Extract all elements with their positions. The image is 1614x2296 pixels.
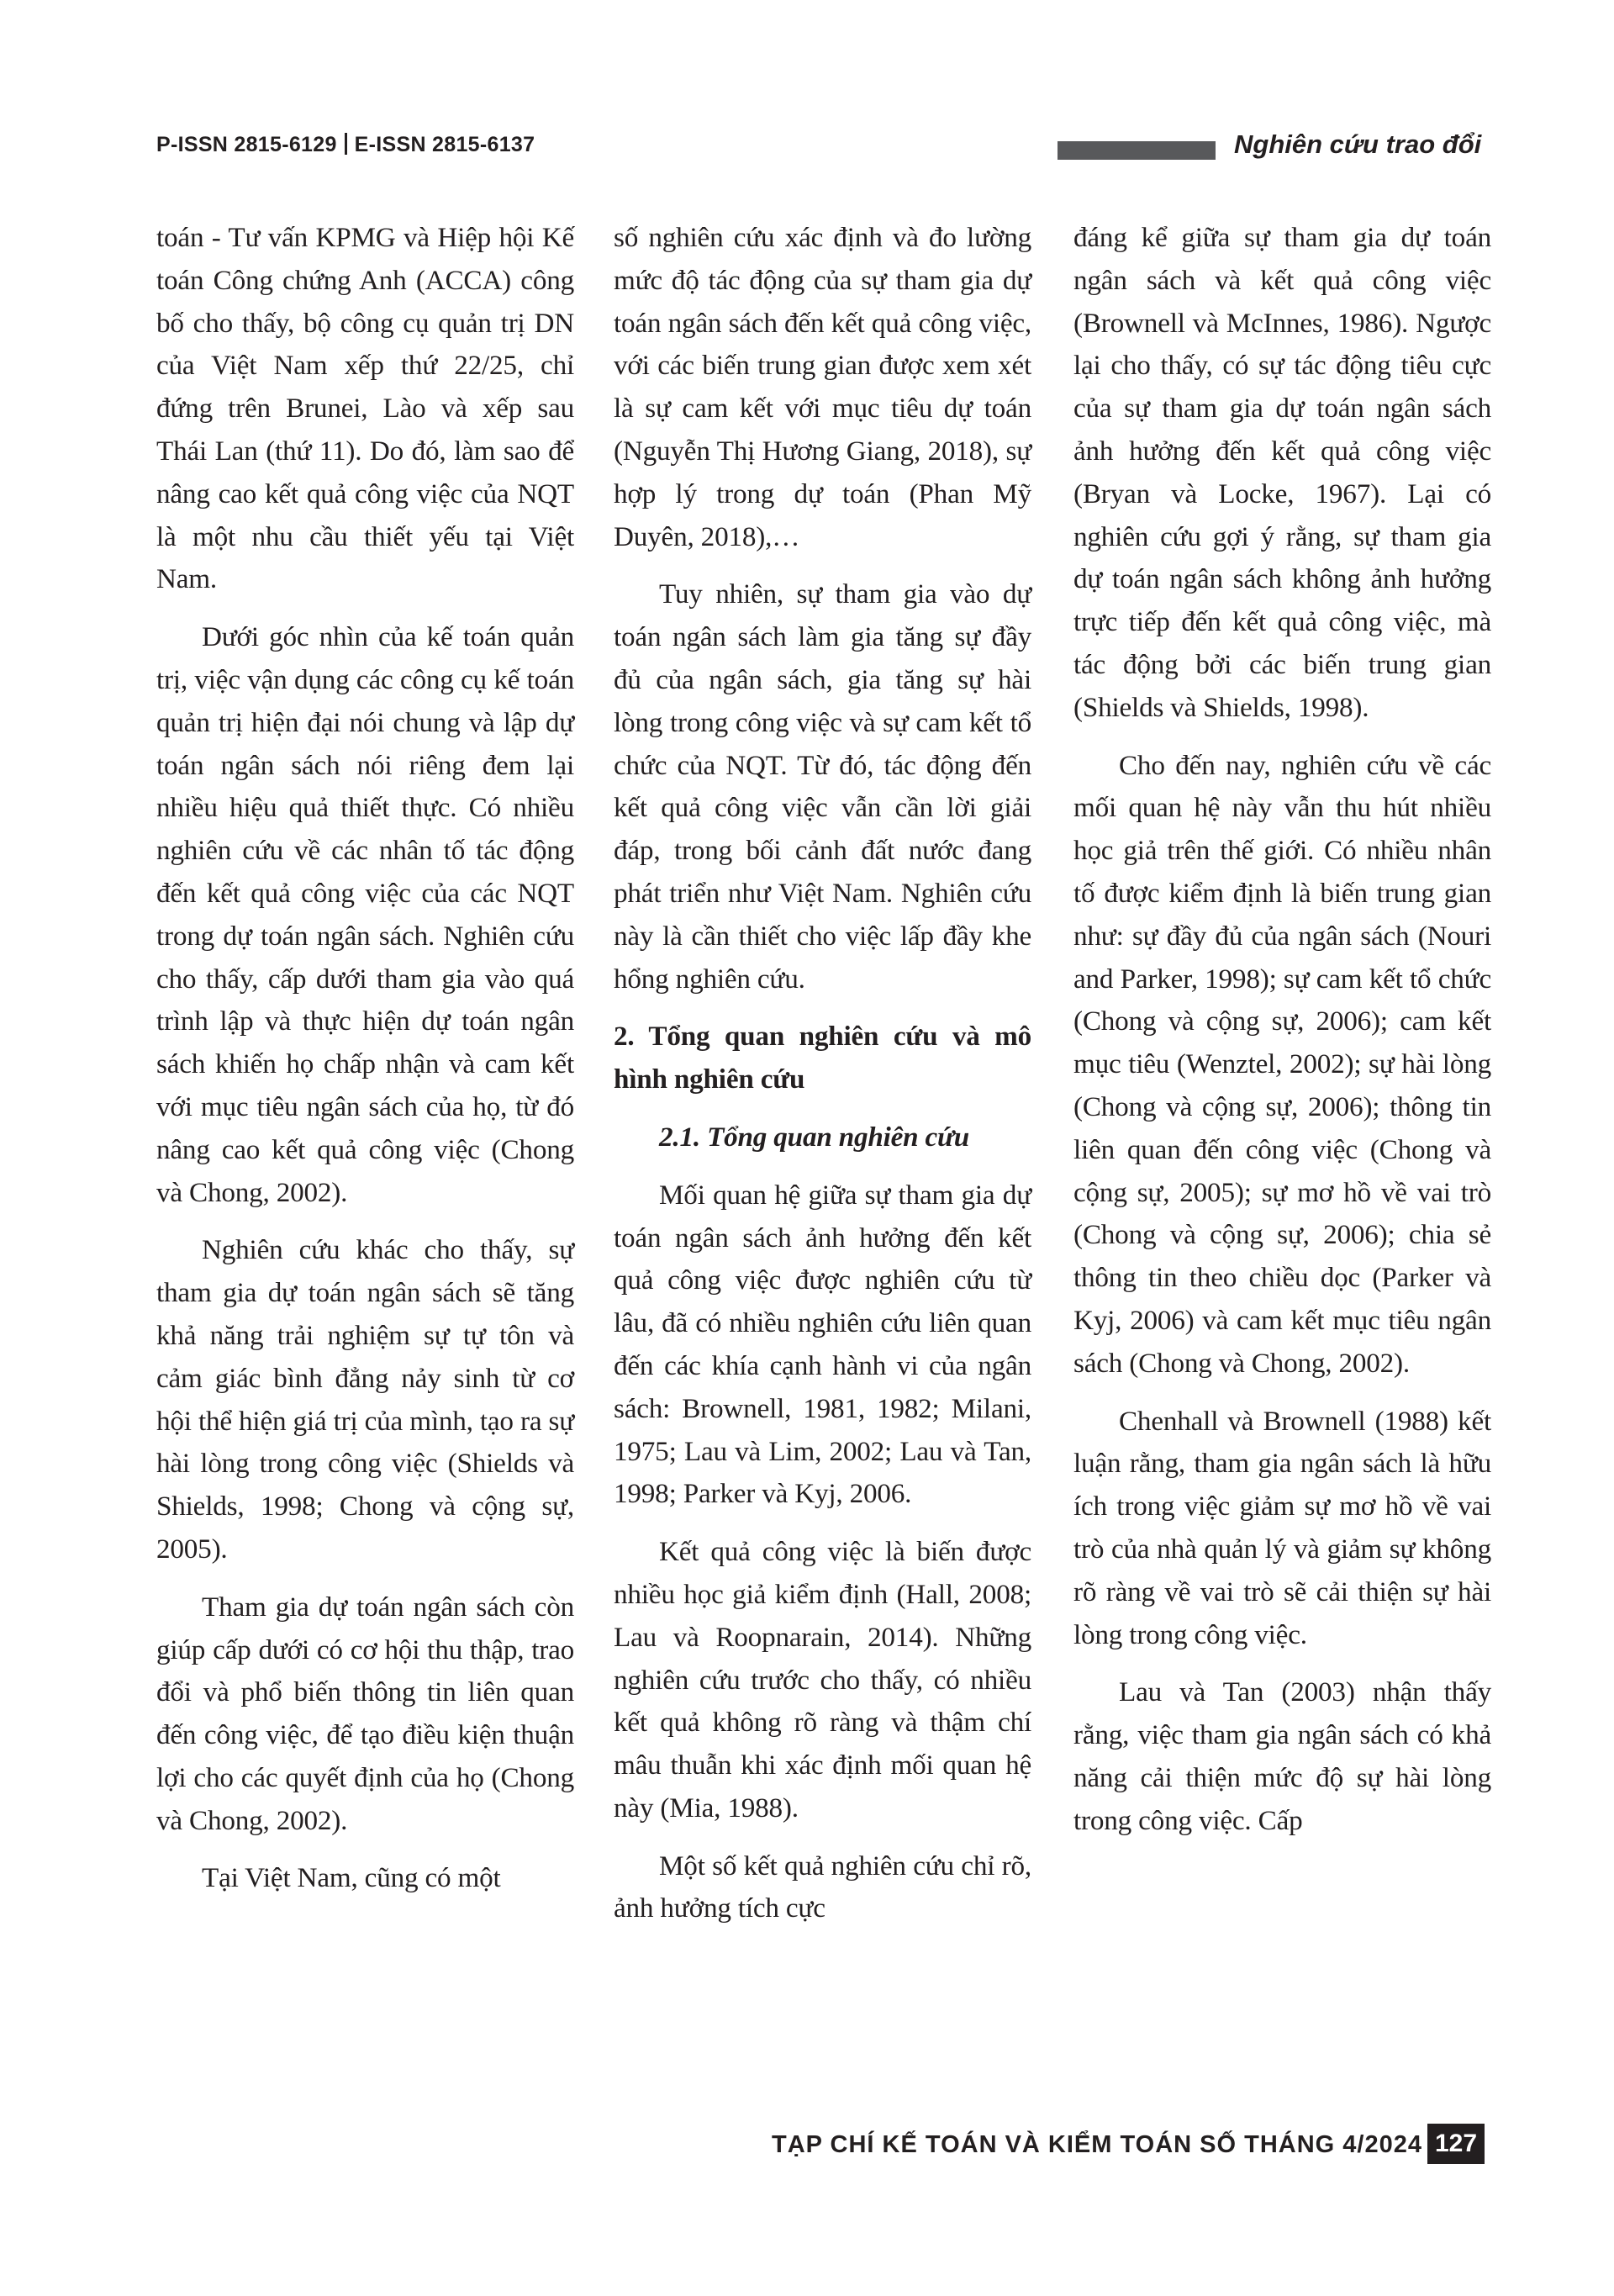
paragraph: Chenhall và Brownell (1988) kết luận rằng, tham gia ngân sách là hữu ích trong việc giảm sự mơ hồ về vai trò của nhà quản lý và giảm sự không rõ ràng về vai trò sẽ cải thiện sự hài lòng trong công việc. bbox=[1073, 1405, 1491, 1650]
section-title: Nghiên cứu trao đổi bbox=[1234, 129, 1482, 159]
column-1 bbox=[156, 217, 574, 1915]
journal-footer: TẠP CHÍ KẾ TOÁN VÀ KIỂM TOÁN SỐ THÁNG 4/2024 bbox=[772, 2131, 1422, 2158]
page-header bbox=[0, 0, 1614, 193]
paragraph: Kết quả công việc là biến được nhiều học giả kiểm định (Hall, 2008; Lau và Roopnarain, 2014). Những nghiên cứu trước cho thấy, có nhiều kết quả không rõ ràng và thậm chí mâu thuẫn khi xác định mối quan hệ này (Mia, 1988). bbox=[614, 1536, 1031, 1824]
paragraph: Nghiên cứu khác cho thấy, sự tham gia dự toán ngân sách sẽ tăng khả năng trải nghiệm sự tự tôn và cảm giác bình đẳng nảy sinh từ cơ hội thể hiện giá trị của mình, tạo ra sự hài lòng trong công việc (Shields và Shields, 1998; Chong và cộng sự, 2005). bbox=[156, 1234, 574, 1565]
paragraph: Lau và Tan (2003) nhận thấy rằng, việc tham gia ngân sách có khả năng cải thiện mức độ sự hài lòng trong công việc. Cấp bbox=[1073, 1676, 1491, 1836]
issn-line bbox=[156, 133, 535, 157]
paragraph: Tại Việt Nam, cũng có một bbox=[202, 1862, 501, 1894]
paragraph: số nghiên cứu xác định và đo lường mức độ tác động của sự tham gia dự toán ngân sách đến kết quả công việc, với các biến trung gian được xem xét là sự cam kết với mục tiêu dự toán (Nguyễn Thị Hương Giang, 2018), sự hợp lý trong dự toán (Phan Mỹ Duyên, 2018),… bbox=[614, 222, 1031, 552]
paragraph: Dưới góc nhìn của kế toán quản trị, việc vận dụng các công cụ kế toán quản trị hiện đại nói chung và lập dự toán ngân sách nói riêng đem lại nhiều hiệu quả thiết thực. Có nhiều nghiên cứu về các nhân tố tác động đến kết quả công việc của các NQT trong dự toán ngân sách. Nghiên cứu cho thấy, cấp dưới tham gia vào quá trình lập và thực hiện dự toán ngân sách khiến họ chấp nhận và cam kết với mục tiêu ngân sách của họ, từ đó nâng cao kết quả công việc (Chong và Chong, 2002). bbox=[156, 621, 574, 1208]
subsection-heading: 2.1. Tổng quan nghiên cứu bbox=[659, 1121, 969, 1153]
paragraph: Cho đến nay, nghiên cứu về các mối quan hệ này vẫn thu hút nhiều học giả trên thế giới. Có nhiều nhân tố được kiểm định là biến trung gian như: sự đầy đủ của ngân sách (Nouri and Parker, 1998); sự cam kết tổ chức (Chong và cộng sự, 2006); cam kết mục tiêu (Wenztel, 2002); sự hài lòng (Chong và cộng sự, 2006); thông tin liên quan đến công việc (Chong và cộng sự, 2005); sự mơ hồ về vai trò (Chong và cộng sự, 2006); chia sẻ thông tin theo chiều dọc (Parker và Kyj, 2006) và cam kết mục tiêu ngân sách (Chong và Chong, 2002). bbox=[1073, 749, 1491, 1379]
column-2 bbox=[614, 217, 1031, 1945]
article-body bbox=[0, 217, 1614, 2100]
paragraph: Một số kết quả nghiên cứu chỉ rõ, ảnh hưởng tích cực bbox=[614, 1850, 1031, 1924]
issn-separator bbox=[345, 133, 347, 155]
pissn: P-ISSN 2815-6129 bbox=[156, 133, 337, 156]
paragraph: đáng kể giữa sự tham gia dự toán ngân sách và kết quả công việc (Brownell và McInnes, 1986). Ngược lại cho thấy, có sự tác động tiêu cực của sự tham gia dự toán ngân sách ảnh hưởng đến kết quả công việc (Bryan và Locke, 1967). Lại có nghiên cứu gợi ý rằng, sự tham gia dự toán ngân sách không ảnh hưởng trực tiếp đến kết quả công việc, mà tác động bởi các biến trung gian (Shields và Shields, 1998). bbox=[1073, 222, 1491, 723]
section-heading: 2. Tổng quan nghiên cứu và mô hình nghiên cứu bbox=[614, 1021, 1031, 1095]
paragraph: Mối quan hệ giữa sự tham gia dự toán ngân sách ảnh hưởng đến kết quả công việc được nghiên cứu từ lâu, đã có nhiều nghiên cứu liên quan đến các khía cạnh hành vi của ngân sách: Brownell, 1981, 1982; Milani, 1975; Lau và Lim, 2002; Lau và Tan, 1998; Parker và Kyj, 2006. bbox=[614, 1179, 1031, 1510]
page-number: 127 bbox=[1427, 2124, 1485, 2164]
paragraph: toán - Tư vấn KPMG và Hiệp hội Kế toán Công chứng Anh (ACCA) công bố cho thấy, bộ công cụ quản trị DN của Việt Nam xếp thứ 22/25, chỉ đứng trên Brunei, Lào và xếp sau Thái Lan (thứ 11). Do đó, làm sao để nâng cao kết quả công việc của NQT là một nhu cầu thiết yếu tại Việt Nam. bbox=[156, 222, 574, 595]
section-bar bbox=[1058, 141, 1216, 160]
paragraph: Tuy nhiên, sự tham gia vào dự toán ngân sách làm gia tăng sự đầy đủ của ngân sách, gia tăng sự hài lòng trong công việc và sự cam kết tổ chức của NQT. Từ đó, tác động đến kết quả công việc vẫn cần lời giải đáp, trong bối cảnh đất nước đang phát triển như Việt Nam. Nghiên cứu này là cần thiết cho việc lấp đầy khe hổng nghiên cứu. bbox=[614, 578, 1031, 995]
paragraph: Tham gia dự toán ngân sách còn giúp cấp dưới có cơ hội thu thập, trao đổi và phổ biến thông tin liên quan đến công việc, để tạo điều kiện thuận lợi cho các quyết định của họ (Chong và Chong, 2002). bbox=[156, 1591, 574, 1836]
eissn: E-ISSN 2815-6137 bbox=[354, 133, 535, 156]
column-3 bbox=[1073, 217, 1491, 1857]
